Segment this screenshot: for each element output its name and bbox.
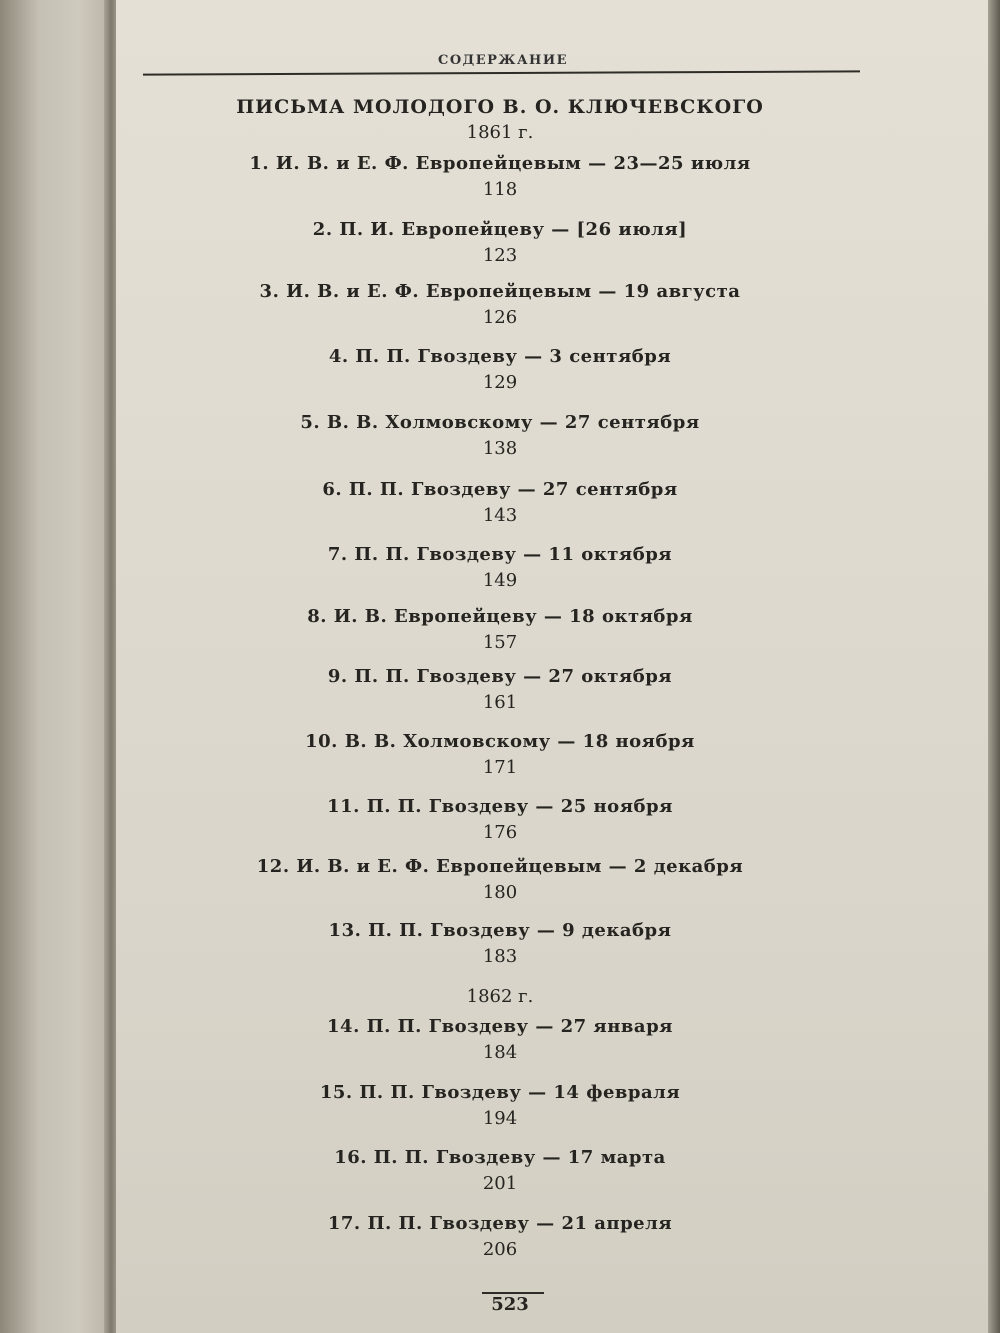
entry-title: 10. В. В. Холмовскому — 18 ноября [305,731,695,752]
toc-entry [220,344,780,396]
entry-page-number: 129 [482,372,518,393]
toc-entry [220,1145,780,1197]
entry-title: 16. П. П. Гвоздеву — 17 марта [334,1147,666,1168]
entry-page-number: 123 [482,245,518,266]
entry-title: 2. П. И. Европейцеву — [26 июля] [312,219,688,240]
toc-entry [220,918,780,970]
entry-page-number: 157 [482,632,518,653]
running-head: СОДЕРЖАНИЕ [438,53,569,68]
entry-page-number: 184 [482,1042,518,1063]
entry-page-number: 171 [482,757,518,778]
toc-entry [220,854,780,906]
toc-entry [220,664,780,716]
toc-entry [220,477,780,529]
entry-title: 9. П. П. Гвоздеву — 27 октября [327,666,673,687]
toc-entry [220,794,780,846]
entry-page-number: 126 [482,307,518,328]
entry-page-number: 201 [482,1173,518,1194]
toc-entry [220,1211,780,1263]
year-heading: 1862 г. [466,986,534,1007]
entry-page-number: 161 [482,692,518,713]
entry-title: 17. П. П. Гвоздеву — 21 апреля [327,1213,673,1234]
entry-title: 12. И. В. и Е. Ф. Европейцевым — 2 декабря [256,856,744,877]
year-heading: 1861 г. [466,122,534,143]
entry-title: 3. И. В. и Е. Ф. Европейцевым — 19 августа [259,281,741,302]
toc-entry [220,410,780,462]
entry-title: 4. П. П. Гвоздеву — 3 сентября [328,346,672,367]
entry-title: 5. В. В. Холмовскому — 27 сентября [300,412,700,433]
toc-entry [220,279,780,331]
entry-page-number: 183 [482,946,518,967]
page-number: 523 [491,1294,529,1315]
entry-title: 14. П. П. Гвоздеву — 27 января [327,1016,673,1037]
toc-entry [220,542,780,594]
section-title: ПИСЬМА МОЛОДОГО В. О. КЛЮЧЕВСКОГО [236,96,764,118]
toc-entry [220,1014,780,1066]
entry-page-number: 206 [482,1239,518,1260]
toc-entry [220,151,780,203]
entry-title: 11. П. П. Гвоздеву — 25 ноября [327,796,673,817]
entry-page-number: 176 [482,822,518,843]
entry-page-number: 143 [482,505,518,526]
entry-title: 8. И. В. Европейцеву — 18 октября [307,606,693,627]
entry-page-number: 118 [482,179,518,200]
toc-entry [220,729,780,781]
toc-entry [220,604,780,656]
toc-entry [220,217,780,269]
entry-page-number: 138 [482,438,518,459]
entry-title: 7. П. П. Гвоздеву — 11 октября [327,544,673,565]
entry-page-number: 149 [482,570,518,591]
entry-title: 1. И. В. и Е. Ф. Европейцевым — 23—25 июля [249,153,751,174]
entry-title: 15. П. П. Гвоздеву — 14 февраля [319,1082,681,1103]
toc-entry [220,1080,780,1132]
entry-title: 13. П. П. Гвоздеву — 9 декабря [328,920,672,941]
left-facing-page [0,0,112,1333]
entry-page-number: 180 [482,882,518,903]
entry-title: 6. П. П. Гвоздеву — 27 сентября [322,479,678,500]
page-edge-shadow [988,0,1000,1333]
entry-page-number: 194 [482,1108,518,1129]
